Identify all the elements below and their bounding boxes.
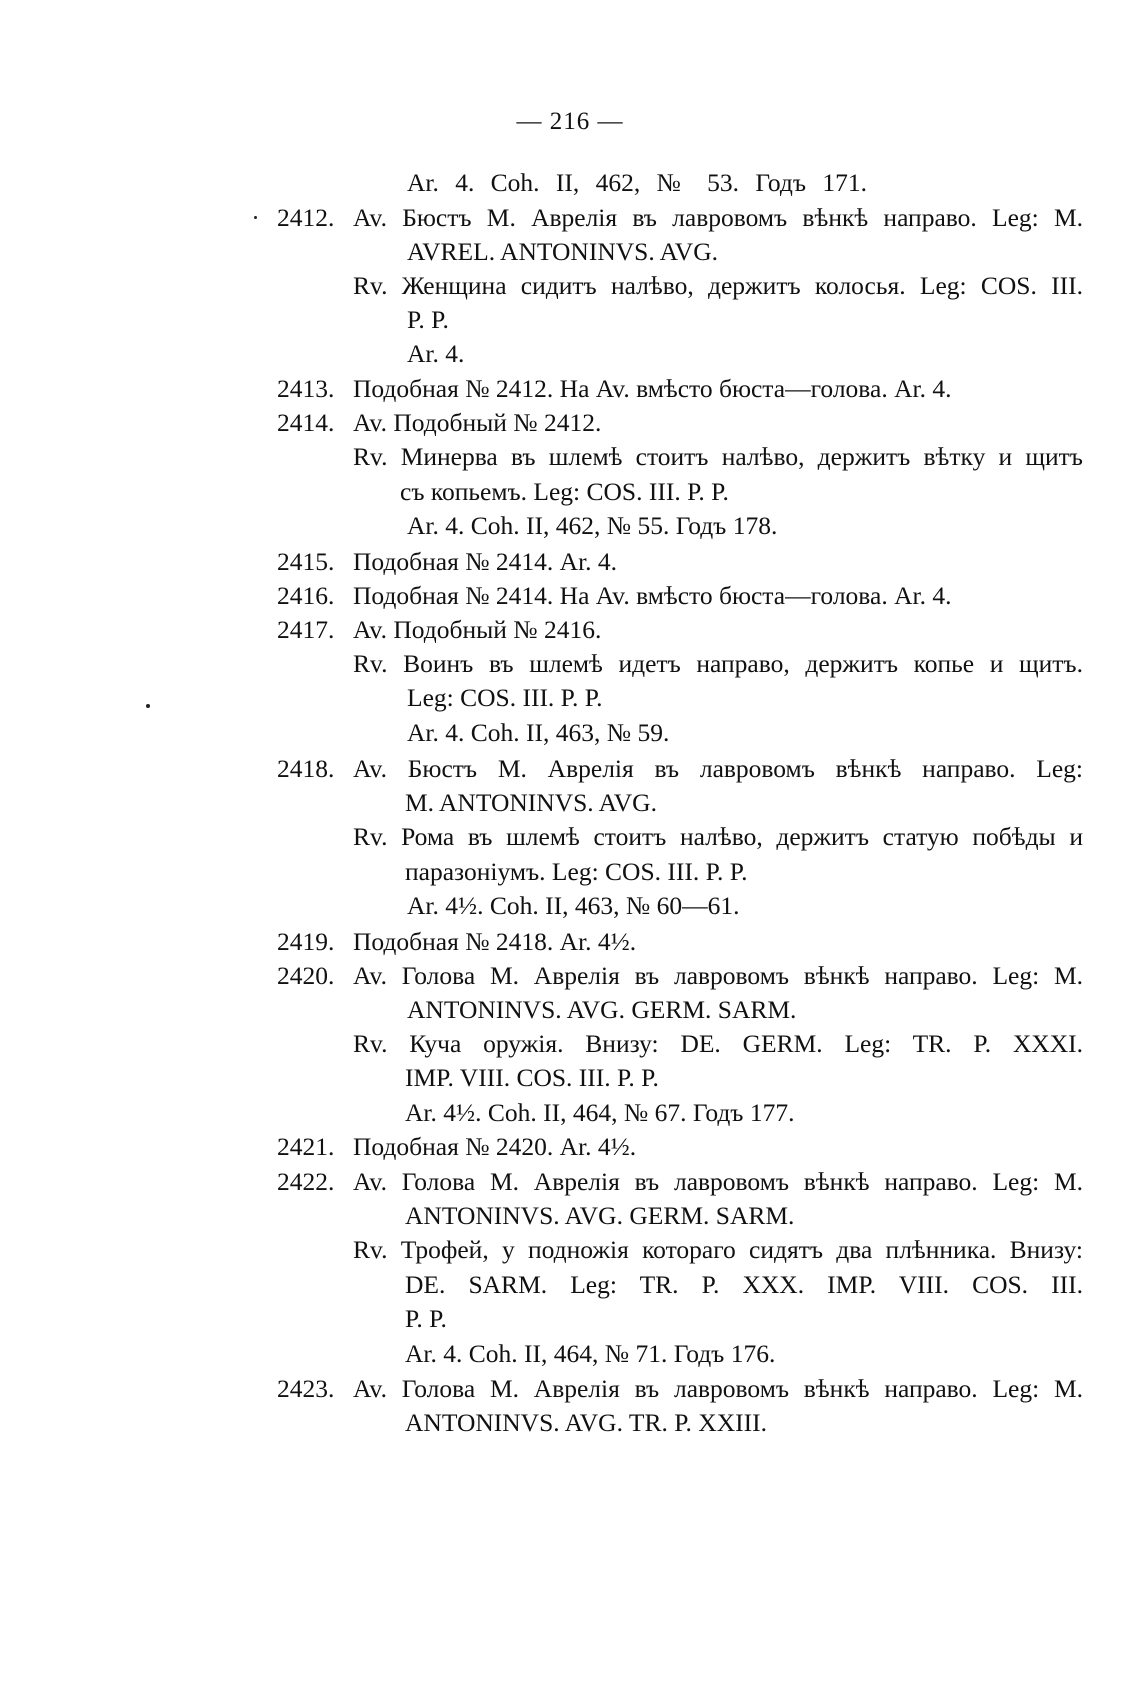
entry-line: Подобная № 2414. Ar. 4.: [353, 547, 618, 576]
entry-line: Rv. Минерва въ шлемѣ стоитъ налѣво, держитъ вѣтку и щитъ: [353, 442, 1083, 471]
entry-line: Av. Бюстъ M. Аврелія въ лавровомъ вѣнкѣ направо. Leg: M.: [353, 203, 1083, 232]
entry-line: Av. Подобный № 2412.: [353, 408, 602, 437]
entry-line: Ar. 4. Coh. II, 463, № 59.: [407, 718, 670, 747]
entry-line: Rv. Женщина сидитъ налѣво, держитъ колосья. Leg: COS. III.: [353, 271, 1083, 300]
entry-line: ANTONINVS. AVG. GERM. SARM.: [407, 995, 797, 1024]
entry-number: 2421.: [277, 1132, 335, 1161]
print-speck: [146, 704, 150, 708]
entry-line: Ar. 4½. Coh. II, 463, № 60—61.: [407, 891, 740, 920]
entry-line: Подобная № 2420. Ar. 4½.: [353, 1132, 637, 1161]
entry-line: AVREL. ANTONINVS. AVG.: [407, 237, 719, 266]
entry-line: Rv. Куча оружія. Внизу: DE. GERM. Leg: TR. P. XXXI.: [353, 1029, 1083, 1058]
entry-line: ANTONINVS. AVG. TR. P. XXIII.: [405, 1408, 767, 1437]
entry-line: съ копьемъ. Leg: COS. III. P. P.: [400, 477, 729, 506]
entry-line: Rv. Воинъ въ шлемѣ идетъ направо, держитъ копье и щитъ.: [353, 649, 1083, 678]
entry-line: P. P.: [405, 1304, 447, 1333]
entry-line: Ar. 4. Coh. II, 462, № 53. Годъ 171.: [407, 168, 867, 197]
entry-number: 2413.: [277, 374, 335, 403]
print-speck: [254, 216, 257, 219]
entry-number: 2415.: [277, 547, 335, 576]
entry-line: DE. SARM. Leg: TR. P. XXX. IMP. VIII. COS. III.: [405, 1270, 1083, 1299]
entry-line: Av. Бюстъ M. Аврелія въ лавровомъ вѣнкѣ направо. Leg:: [353, 754, 1083, 783]
entry-line: Av. Голова M. Аврелія въ лавровомъ вѣнкѣ направо. Leg: M.: [353, 1374, 1083, 1403]
page-number: — 216 —: [516, 108, 624, 135]
entry-line: Leg: COS. III. P. P.: [407, 683, 603, 712]
entry-number: 2423.: [277, 1374, 335, 1403]
entry-line: Ar. 4. Coh. II, 464, № 71. Годъ 176.: [405, 1339, 776, 1368]
entry-line: Av. Голова M. Аврелія въ лавровомъ вѣнкѣ направо. Leg: M.: [353, 961, 1083, 990]
entry-line: ANTONINVS. AVG. GERM. SARM.: [405, 1201, 795, 1230]
entry-line: паразоніумъ. Leg: COS. III. P. P.: [405, 857, 748, 886]
entry-line: Ar. 4.: [407, 339, 465, 368]
entry-number: 2414.: [277, 408, 335, 437]
entry-line: IMP. VIII. COS. III. P. P.: [405, 1063, 659, 1092]
entry-line: Av. Подобный № 2416.: [353, 615, 602, 644]
entry-line: M. ANTONINVS. AVG.: [405, 788, 657, 817]
entry-line: Av. Голова M. Аврелія въ лавровомъ вѣнкѣ направо. Leg: M.: [353, 1167, 1083, 1196]
entry-line: Подобная № 2418. Ar. 4½.: [353, 927, 637, 956]
entry-number: 2419.: [277, 927, 335, 956]
entry-number: 2416.: [277, 581, 335, 610]
entry-line: P. P.: [407, 305, 449, 334]
entry-line: Rv. Рома въ шлемѣ стоитъ налѣво, держитъ статую побѣды и: [353, 822, 1083, 851]
entry-number: 2420.: [277, 961, 335, 990]
entry-line: Rv. Трофей, у подножія котораго сидятъ два плѣнника. Внизу:: [353, 1235, 1083, 1264]
entry-number: 2412.: [277, 203, 335, 232]
entry-line: Подобная № 2412. На Av. вмѣсто бюста—голова. Ar. 4.: [353, 374, 952, 403]
entry-line: Ar. 4½. Coh. II, 464, № 67. Годъ 177.: [405, 1098, 795, 1127]
entry-line: Подобная № 2414. На Av. вмѣсто бюста—голова. Ar. 4.: [353, 581, 952, 610]
entry-line: Ar. 4. Coh. II, 462, № 55. Годъ 178.: [407, 511, 778, 540]
entry-number: 2422.: [277, 1167, 335, 1196]
entry-number: 2417.: [277, 615, 335, 644]
entry-number: 2418.: [277, 754, 335, 783]
